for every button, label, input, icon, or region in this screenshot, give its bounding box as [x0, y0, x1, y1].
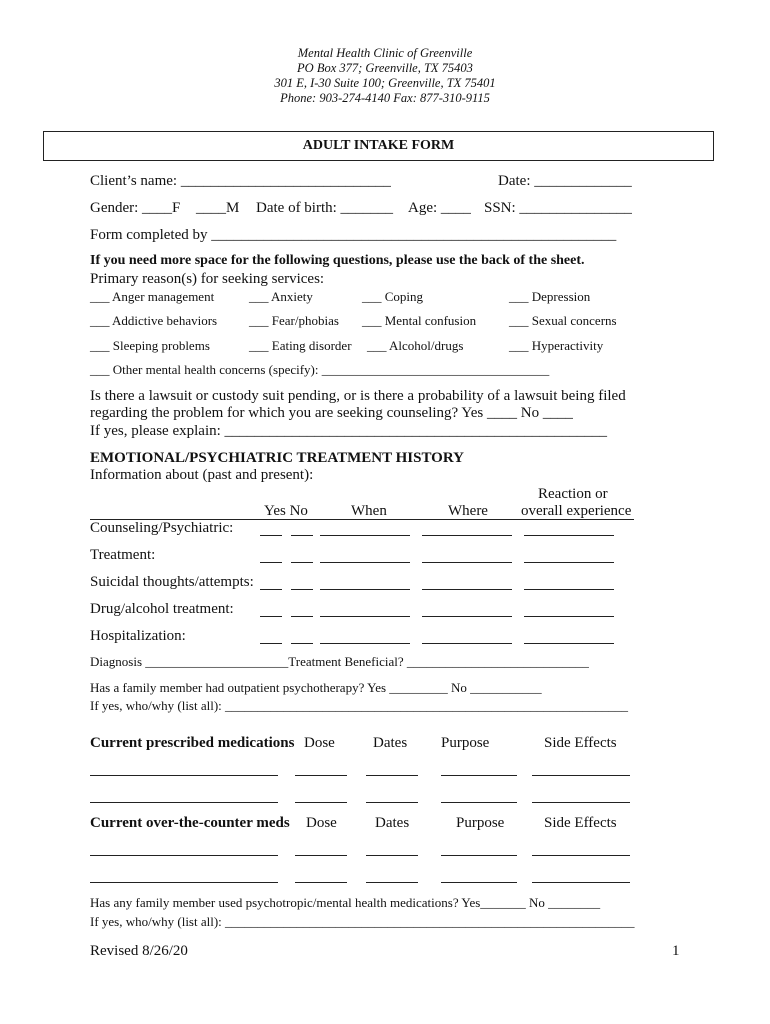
col-purpose: Purpose — [441, 735, 490, 751]
otc-side-blank[interactable] — [532, 855, 630, 856]
clinic-po-box: PO Box 377; Greenville, TX 75403 — [297, 61, 473, 75]
clinic-address: 301 E, I-30 Suite 100; Greenville, TX 75401 — [274, 76, 496, 90]
history-no-blank[interactable] — [291, 562, 313, 563]
history-yes-blank[interactable] — [260, 562, 282, 563]
dob-field[interactable]: Date of birth: _______ — [256, 200, 394, 216]
reason-other-field[interactable]: ___ Other mental health concerns (specify): ___________________________________ — [90, 362, 550, 377]
history-no-blank[interactable] — [291, 616, 313, 617]
family-therapy-field[interactable]: Has a family member had outpatient psychotherapy? Yes _________ No ___________ — [90, 680, 542, 695]
reasons-heading: Primary reason(s) for seeking services: — [90, 271, 325, 287]
history-row-label: Drug/alcohol treatment: — [90, 601, 234, 617]
col-dose: Dose — [304, 735, 335, 751]
history-row-label: Treatment: — [90, 547, 156, 563]
history-heading: EMOTIONAL/PSYCHIATRIC TREATMENT HISTORY — [90, 450, 464, 466]
history-reaction-blank[interactable] — [524, 643, 614, 644]
med-purpose-blank[interactable] — [441, 802, 517, 803]
lawsuit-yes-no[interactable]: regarding the problem for which you are seeking counseling? Yes ____ No ____ — [90, 405, 573, 421]
reason-item[interactable]: ___ Hyperactivity — [509, 338, 604, 353]
history-where-blank[interactable] — [422, 535, 512, 536]
gender-female-field[interactable]: Gender: ____F — [90, 200, 181, 216]
history-reaction-blank[interactable] — [524, 616, 614, 617]
col-when: When — [351, 503, 387, 519]
clinic-phone: Phone: 903-274-4140 Fax: 877-310-9115 — [280, 91, 490, 105]
otc-dates-blank[interactable] — [366, 855, 418, 856]
instructions-text: If you need more space for the following questions, please use the back of the sheet. — [90, 253, 585, 268]
history-where-blank[interactable] — [422, 616, 512, 617]
completed-by-field[interactable]: Form completed by ______________________________________________________ — [90, 227, 617, 243]
otc-side-blank[interactable] — [532, 882, 630, 883]
history-when-blank[interactable] — [320, 535, 410, 536]
history-when-blank[interactable] — [320, 616, 410, 617]
otc-meds-label: Current over-the-counter meds — [90, 815, 290, 831]
reason-item[interactable]: ___ Fear/phobias — [249, 313, 339, 328]
med-dose-blank[interactable] — [295, 802, 347, 803]
date-field[interactable]: Date: _____________ — [498, 173, 632, 189]
history-when-blank[interactable] — [320, 562, 410, 563]
diagnosis-field[interactable]: Diagnosis ______________________Treatment Beneficial? ____________________________ — [90, 654, 589, 669]
family-meds-field[interactable]: Has any family member used psychotropic/mental health medications? Yes_______ No ________ — [90, 895, 601, 910]
reason-item[interactable]: ___ Sexual concerns — [509, 313, 617, 328]
otc-dates-blank[interactable] — [366, 882, 418, 883]
history-no-blank[interactable] — [291, 535, 313, 536]
history-yes-blank[interactable] — [260, 643, 282, 644]
reason-item[interactable]: ___ Mental confusion — [362, 313, 477, 328]
otc-purpose-blank[interactable] — [441, 882, 517, 883]
lawsuit-explain-field[interactable]: If yes, please explain: ___________________________________________________ — [90, 423, 608, 439]
clinic-name: Mental Health Clinic of Greenville — [297, 46, 473, 60]
history-where-blank[interactable] — [422, 562, 512, 563]
otc-name-blank[interactable] — [90, 855, 278, 856]
med-name-blank[interactable] — [90, 775, 278, 776]
ssn-field[interactable]: SSN: _______________ — [484, 200, 632, 216]
reason-item[interactable]: ___ Coping — [362, 289, 424, 304]
col-side-effects: Side Effects — [544, 735, 617, 751]
prescribed-meds-label: Current prescribed medications — [90, 735, 295, 751]
col-yes-no: Yes No — [264, 503, 308, 519]
col-where: Where — [448, 503, 488, 519]
col-reaction-line2: overall experience — [521, 503, 632, 519]
history-when-blank[interactable] — [320, 643, 410, 644]
lawsuit-question: Is there a lawsuit or custody suit pending, or is there a probability of a lawsuit being filed — [90, 388, 626, 404]
history-yes-blank[interactable] — [260, 616, 282, 617]
history-reaction-blank[interactable] — [524, 535, 614, 536]
history-subheading: Information about (past and present): — [90, 467, 314, 483]
gender-male-field[interactable]: ____M — [196, 200, 240, 216]
med-dose-blank[interactable] — [295, 775, 347, 776]
page-number: 1 — [672, 943, 680, 959]
med-dates-blank[interactable] — [366, 802, 418, 803]
reason-item[interactable]: ___ Anxiety — [249, 289, 313, 304]
history-yes-blank[interactable] — [260, 589, 282, 590]
otc-dose-blank[interactable] — [295, 855, 347, 856]
family-therapy-who-field[interactable]: If yes, who/why (list all): ______________________________________________________________ — [90, 698, 629, 713]
history-yes-blank[interactable] — [260, 535, 282, 536]
history-row-label: Suicidal thoughts/attempts: — [90, 574, 254, 590]
history-where-blank[interactable] — [422, 643, 512, 644]
history-row-label: Hospitalization: — [90, 628, 186, 644]
med-side-blank[interactable] — [532, 775, 630, 776]
otc-purpose-blank[interactable] — [441, 855, 517, 856]
col-side-effects: Side Effects — [544, 815, 617, 831]
col-dates: Dates — [375, 815, 410, 831]
age-field[interactable]: Age: ____ — [408, 200, 471, 216]
revised-date: Revised 8/26/20 — [90, 943, 188, 959]
history-where-blank[interactable] — [422, 589, 512, 590]
family-meds-who-field[interactable]: If yes, who/why (list all): _______________________________________________________________ — [90, 914, 635, 929]
history-when-blank[interactable] — [320, 589, 410, 590]
form-title-box — [43, 131, 714, 161]
otc-name-blank[interactable] — [90, 882, 278, 883]
reason-item[interactable]: ___ Alcohol/drugs — [367, 338, 464, 353]
form-title: ADULT INTAKE FORM — [302, 138, 455, 153]
reason-item[interactable]: ___ Addictive behaviors — [90, 313, 218, 328]
history-row-label: Counseling/Psychiatric: — [90, 520, 234, 536]
history-reaction-blank[interactable] — [524, 562, 614, 563]
reason-item[interactable]: ___ Anger management — [90, 289, 215, 304]
client-name-field[interactable]: Client’s name: ____________________________ — [90, 173, 391, 189]
reason-item[interactable]: ___ Sleeping problems — [90, 338, 210, 353]
med-purpose-blank[interactable] — [441, 775, 517, 776]
history-no-blank[interactable] — [291, 589, 313, 590]
med-side-blank[interactable] — [532, 802, 630, 803]
col-purpose: Purpose — [456, 815, 505, 831]
history-reaction-blank[interactable] — [524, 589, 614, 590]
med-name-blank[interactable] — [90, 802, 278, 803]
reason-item[interactable]: ___ Eating disorder — [249, 338, 352, 353]
otc-dose-blank[interactable] — [295, 882, 347, 883]
col-dates: Dates — [373, 735, 408, 751]
col-reaction-line1: Reaction or — [538, 486, 608, 502]
med-dates-blank[interactable] — [366, 775, 418, 776]
col-dose: Dose — [306, 815, 337, 831]
reason-item[interactable]: ___ Depression — [509, 289, 591, 304]
history-no-blank[interactable] — [291, 643, 313, 644]
